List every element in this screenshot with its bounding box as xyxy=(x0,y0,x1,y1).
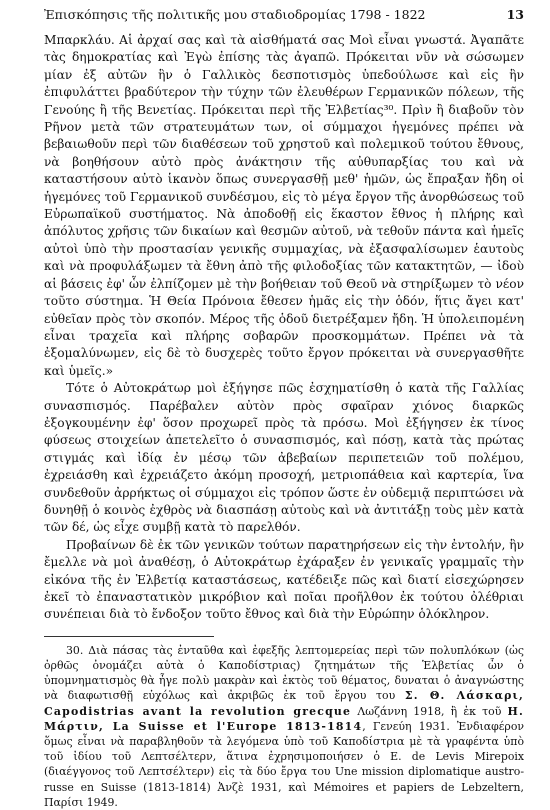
footnote xyxy=(44,643,524,810)
footnote-author: Η. Μάρτιν, La Suisse et l'Europe 1813-1814 xyxy=(44,704,524,733)
footnote-text: 30. Διὰ πάσας τὰς ἐνταῦθα καὶ ἐφεξῆς λεπτομερείας περὶ τῶν πολυπλόκων (ὡς ὀρθῶς ὀνομάζει αὐτὰ ὁ Καποδίστριας) ζητημάτων τῆς Ἑλβετίας ὧν ὁ ὑπομνηματισμὸς θὰ ἦγε πολὺ μακρὰν καὶ ἐκτὸς τοῦ θέματος, δυναται ὁ ἀναγνώστης νὰ διαφωτισθῇ εὐχόλως καὶ ἀκριβῶς ἐκ τοῦ ἔργου του xyxy=(44,643,524,703)
page-number: 13 xyxy=(506,7,524,22)
footnote-text: (διαέγγονος τοῦ Λεπτσέλτερν) εἰς τὰ δύο ἔργα του Une mission diplomatique austro-russe en Suisse (1813-1814) Ἀνζὲ 1931, καὶ Mémoires et papiers de Lebzeltern, Παρίσι 1949. xyxy=(44,765,524,809)
paragraph: Προβαίνων δὲ ἐκ τῶν γενικῶν τούτων παρατηρήσεων εἰς τὴν ἐντολήν, ἣν ἔμελλε νὰ μοὶ ἀναθέσῃ, ὁ Αὐτοκράτωρ ἐχάραξεν ἐν γενικαῖς γραμμαῖς τὴν εἰκόνα τῆς ἐν Ἑλβετίᾳ καταστάσεως, κατέδειξε πῶς καὶ διατί εἰσεχώρησεν ἐκεῖ τὸ ἐπαναστατικὸν μικρόβιον καὶ ποῖαι προῆλθον ἐκ τούτου ὀλέθριαι συνέπειαι διὰ τὸ ἔνδοξον τοῦτο ἔθνος καὶ διὰ τὴν Εὐρώπην ὁλόκληρον. xyxy=(44,537,524,622)
running-title: Ἐπισκόπησις τῆς πολιτικῆς μου σταδιοδρομίας 1798 - 1822 xyxy=(44,7,426,22)
main-text xyxy=(44,32,524,624)
paragraph: Τότε ὁ Αὐτοκράτωρ μοὶ ἐξήγησε πῶς ἐσχηματίσθη ὁ κατὰ τῆς Γαλλίας συνασπισμός. Παρέβαλεν αὐτὸν πρὸς σφαῖραν χιόνος διαρκῶς ἐξογκουμένην ἐφ' ὅσον προχωρεῖ πρὸς τὰ πρόσω. Μοὶ ἐξήγησεν ἐκ τίνος φύσεως στοιχείων ἀπετελεῖτο ὁ συνασπισμός, καὶ πόσῃ, κατὰ τὰς πρώτας στιγμάς καὶ ἰδίᾳ ἐν μέσῳ τῶν ἀβεβαίων περιπετειῶν τοῦ πολέμου, ἐχρειάσθη καὶ ἐχρειάζετο ἀκόμη προσοχή, μετριοπάθεια καὶ καρτερία, ἵνα συνδεθοῦν ἀρρήκτως οἱ σύμμαχοι εἰς τρόπον ὥστε ἐν οὐδεμιᾷ περιπτώσει νὰ δυνηθῇ ὁ κοινὸς ἐχθρὸς νὰ διασπάσῃ αὐτοὺς καὶ νὰ ἀντιτάξῃ τοὺς μὲν κατὰ τῶν δέ, ὡς εἶχε συμβῇ κατὰ τὸ παρελθόν. xyxy=(44,381,524,535)
footnote-author: E. de Levis Mirepoix xyxy=(390,750,525,764)
footnote-author: Σ. Θ. Λάσκαρι, Capodistrias avant la revolution grecque xyxy=(44,689,524,718)
footnote-divider xyxy=(44,636,214,637)
page-header xyxy=(44,6,524,28)
footnote-text: , Γενεύη 1931. Ἐνδιαφέρον ὅμως εἶναι νὰ παραβληθοῦν τὰ λεγόμενα ὑπὸ τοῦ Καποδίστρια μὲ τὰ γραφέντα ὑπὸ τοῦ ἰδίου τοῦ Λεπτσέλτερν, ἅτινα ἐχρησιμοποιήσεν ὁ xyxy=(44,719,524,764)
footnote-text: Λωζάννη 1918, ἢ ἐκ τοῦ xyxy=(357,704,502,718)
paragraph: Μπαρκλάυ. Αἱ ἀρχαί σας καὶ τὰ αἰσθήματά σας Μοὶ εἶναι γνωστά. Ἀγαπᾶτε τὰς δημοκρατίας καὶ Ἐγὼ ἐπίσης τὰς ἀγαπῶ. Πρόκειται νῦν νὰ σώσωμεν μίαν ἐξ αὐτῶν ἣν ὁ Γαλλικὸς δεσποτισμὸς ὑπεδούλωσε καὶ εἰς ἣν ἐπιφυλάττει βραδύτερον τὴν τύχην τῶν ἐλευθέρων Γερμανικῶν πόλεων, τῆς Γενούης ἢ τῆς Βενετίας. Πρόκειται περὶ τῆς Ἑλβετίας³⁰. Πρὶν ἢ διαβοῦν τὸν Ρῆνον μετὰ τῶν στρατευμάτων των, οἱ σύμμαχοι ἡγεμόνες πρέπει νὰ βεβαιωθοῦν περὶ τῶν διαθέσεων τοῦ χρηστοῦ καὶ πολεμικοῦ τούτου ἔθνους, νὰ βοηθήσουν αὐτὸ πρὸς ἀνάκτησιν τῆς αὐθυπαρξίας του καὶ νὰ καταστήσουν αὐτὸ ἱκανὸν ὅπως συνεργασθῇ μεθ' ἡμῶν, ὡς ἔπραξαν ἤδη οἱ ἡγεμόνες τοῦ Γερμανικοῦ συνδέσμου, εἰς τὸ μέγα ἔργον τῆς ἀνορθώσεως τοῦ Εὐρωπαϊκοῦ συστήματος. Νὰ ἀποδοθῇ εἰς ἕκαστον ἔθνος ἡ πλήρης καὶ ἀπόλυτος χρῆσις τῶν δικαίων καὶ θεσμῶν αὐτοῦ, νὰ τεθοῦν πάντα καὶ ἡμεῖς αὐτοὶ ὑπὸ τὴν προστασίαν γενικῆς συμμαχίας, νὰ ἐξασφαλίσωμεν ἑαυτοὺς καὶ νὰ προφυλάξωμεν τὰ ἔθνη ἀπὸ τῆς φιλοδοξίας τῶν κατακτητῶν, — ἰδοὺ αἱ βάσεις ἐφ' ὧν ἐλπίζομεν μὲ τὴν βοήθειαν τοῦ Θεοῦ νὰ στηρίξωμεν τὸ νέον τοῦτο σύστημα. Ἡ Θεία Πρόνοια ἔθεσεν ἡμᾶς εἰς τὴν ὁδόν, ἥτις ἄγει κατ' εὐθεῖαν πρὸς τὸν σκοπόν. Μέρος τῆς ὁδοῦ διετρέξαμεν ἤδη. Ἡ ὑπολειπομένη εἶναι τραχεῖα καὶ πλήρης σοβαρῶν προσκομμάτων. Πρέπει νὰ τὰ ἐξομαλύνωμεν, εἰς δὲ τὸ δυσχερὲς τοῦτο ἔργον πρόκειται νὰ συνεργασθῆτε καὶ ὑμεῖς.» xyxy=(44,33,524,378)
